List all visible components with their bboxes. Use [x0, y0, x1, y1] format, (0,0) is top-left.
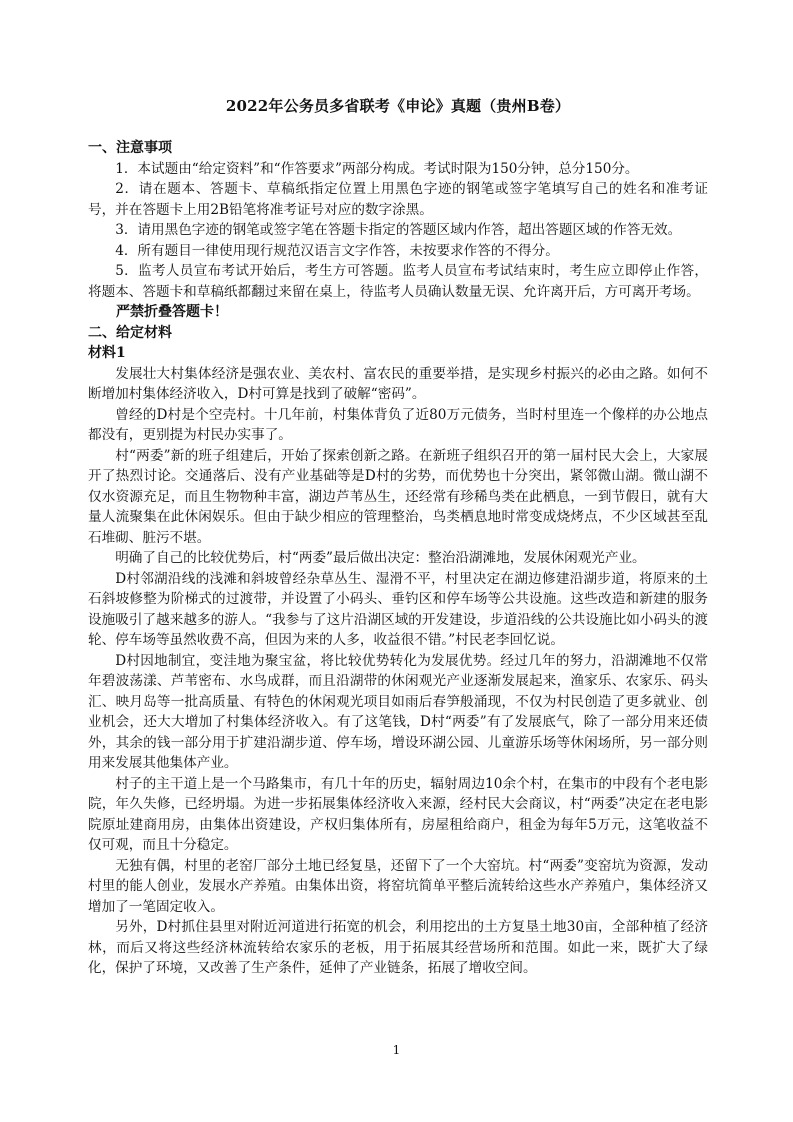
material-paragraph-5: D村邻湖沿线的浅滩和斜坡曾经杂草丛生、湿滑不平，村里决定在湖边修建沿湖步道，将原来的土石斜坡修整为阶梯式的过渡带，并设置了小码头、垂钓区和停车场等公共设施。这些改造和新建的服务设施吸引了越来越多的游人。“我参与了这片沿湖区域的开发建设，步道沿线的公共设施比如小码头的渡轮、停车场等虽然收费不高，但因为来的人多，收益很不错。”村民老李回忆说。	[88, 570, 708, 648]
warning-text: 严禁折叠答题卡！	[116, 304, 228, 320]
document-title: 2022年公务员多省联考《申论》真题（贵州B卷）	[225, 97, 571, 115]
material-paragraph-9: 另外，D村抓住县里对附近河道进行拓宽的机会，利用挖出的土方复垦土地30亩，全部种植了经济林，而后又将这些经济林流转给农家乐的老板，用于拓展其经营场所和范围。如此一来，既扩大了绿化，保护了环境，又改善了生产条件，延伸了产业链条，拓展了增收空间。	[88, 919, 708, 976]
section-heading-notices: 一、注意事项	[88, 140, 172, 156]
material-paragraph-3: 村“两委”新的班子组建后，开始了探索创新之路。在新班子组织召开的第一届村民大会上，大家展开了热烈讨论。交通落后、没有产业基础等是D村的劣势，而优势也十分突出，紧邻微山湖。微山湖不仅水资源充足，而且生物物种丰富，湖边芦苇丛生，还经常有珍稀鸟类在此栖息，一到节假日，就有大量人流聚集在此休闲娱乐。但由于缺少相应的管理整治，鸟类栖息地时常变成烧烤点，不少区域甚至乱石堆砌、脏污不堪。	[88, 447, 708, 546]
document-page	[88, 96, 708, 979]
material-paragraph-8: 无独有偶，村里的老窑厂部分土地已经复垦，还留下了一个大窑坑。村“两委”变窑坑为资源，发动村里的能人创业，发展水产养殖。由集体出资，将窑坑简单平整后流转给这些水产养殖户，集体经济又增加了一笔固定收入。	[88, 857, 708, 915]
section-heading-materials: 二、给定材料	[88, 324, 172, 341]
material-heading: 材料1	[88, 345, 126, 361]
notice-item-1: 1．本试题由“给定资料”和“作答要求”两部分构成。考试时限为150分钟，总分150分。	[115, 160, 639, 177]
notice-item-3: 3．请用黑色字迹的钢笔或签字笔在答题卡指定的答题区域内作答，超出答题区域的作答无效。	[115, 222, 682, 238]
material-paragraph-2: 曾经的D村是个空壳村。十几年前，村集体背负了近80万元债务，当时村里连一个像样的办公地点都没有，更别提为村民办实事了。	[88, 406, 708, 443]
material-paragraph-7: 村子的主干道上是一个马路集市，有几十年的历史，辐射周边10余个村，在集市的中段有个老电影院，年久失修，已经坍塌。为进一步拓展集体经济收入来源，经村民大会商议，村“两委”决定在老电影院原址建商用房，由集体出资建设，产权归集体所有，房屋租给商户，租金为每年5万元，这笔收益不仅可观，而且十分稳定。	[88, 775, 708, 853]
material-paragraph-4: 明确了自己的比较优势后，村“两委”最后做出决定：整治沿湖滩地，发展休闲观光产业。	[115, 550, 646, 566]
notice-item-5: 5．监考人员宣布考试开始后，考生方可答题。监考人员宣布考试结束时，考生应立即停止作答，将题本、答题卡和草稿纸都翻过来留在桌上，待监考人员确认数量无误、允许离开后，方可离开考场。	[88, 263, 708, 300]
material-paragraph-6: D村因地制宜，变洼地为聚宝盆，将比较优势转化为发展优势。经过几年的努力，沿湖滩地不仅常年碧波荡漾、芦苇密布、水鸟成群，而且沿湖带的休闲观光产业逐渐发展起来，渔家乐、农家乐、码头汇、映月岛等一批高质量、有特色的休闲观光项目如雨后春笋般涌现，不仅为村民创造了更多就业、创业机会，还大大增加了村集体经济收入。有了这笔钱，D村“两委”有了发展底气，除了一部分用来还债外，其余的钱一部分用于扩建沿湖步道、停车场，增设环湖公园、儿童游乐场等休闲场所，另一部分则用来发展其他集体产业。	[88, 652, 708, 771]
notice-item-2: 2．请在题本、答题卡、草稿纸指定位置上用黑色字迹的钢笔或签字笔填写自己的姓名和准考证号，并在答题卡上用2B铅笔将准考证号对应的数字涂黑。	[88, 181, 708, 218]
material-paragraph-1: 发展壮大村集体经济是强农业、美农村、富农民的重要举措，是实现乡村振兴的必由之路。如何不断增加村集体经济收入，D村可算是找到了破解“密码”。	[88, 365, 708, 402]
notice-item-4: 4．所有题目一律使用现行规范汉语言文字作答，未按要求作答的不得分。	[115, 242, 559, 259]
page-number: 1	[392, 1043, 401, 1057]
